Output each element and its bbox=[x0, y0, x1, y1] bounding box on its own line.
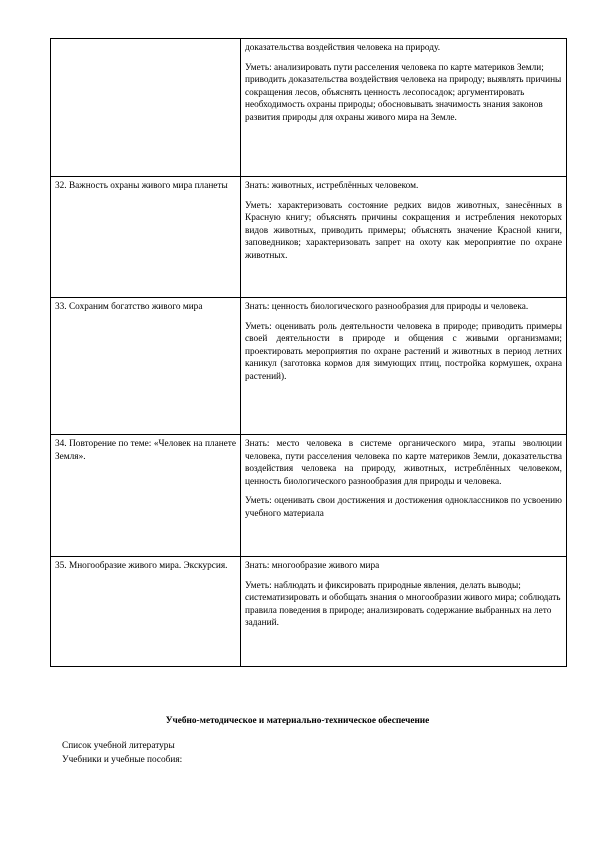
literature-list-heading: Список учебной литературы bbox=[62, 741, 175, 751]
skills-text: Уметь: оценивать роль деятельности человека в природе; приводить примеры своей деятельности в природе и общения с живыми организмами; проектировать мероприятия по охране растений и животных в период летних каникул (заготовка кормов для зимующих птиц, постройка кормушек, охрана растений). bbox=[245, 321, 562, 382]
description-cell bbox=[241, 177, 567, 298]
topic-cell bbox=[51, 39, 241, 177]
table-row bbox=[51, 435, 567, 557]
description-cell bbox=[241, 298, 567, 435]
topic-cell: 35. Многообразие живого мира. Экскурсия. bbox=[51, 557, 241, 667]
knowledge-text: доказательства воздействия человека на природу. bbox=[245, 43, 441, 53]
table-row bbox=[51, 298, 567, 435]
description-cell bbox=[241, 435, 567, 557]
table-row bbox=[51, 177, 567, 298]
skills-text: Уметь: анализировать пути расселения человека по карте материков Земли; приводить доказательства воздействия человека на природу; выявлять причины сокращения лесов, объяснять ценность лесопосадок; аргументировать необходимость охраны природы; обосновывать значимость знания законов развития природы для охраны живого мира на Земле. bbox=[245, 62, 562, 123]
section-title: Учебно-методическое и материально-техническое обеспечение bbox=[165, 716, 430, 726]
description-cell bbox=[241, 557, 567, 667]
knowledge-text: Знать: животных, истреблённых человеком. bbox=[245, 181, 419, 191]
table-row bbox=[51, 39, 567, 177]
knowledge-text: Знать: место человека в системе органического мира, этапы эволюции человека, пути расселения человека по карте материков Земли, доказательства воздействия человека на природу, животных, истреблённых человеком, ценность биологического разнообразия для природы и человека. bbox=[245, 439, 562, 487]
skills-text: Уметь: характеризовать состояние редких видов животных, занесённых в Красную книгу; объяснять причины сокращения и истребления некоторых видов животных, приводить примеры; объяснять значение Красной книги, заповедников; характеризовать запрет на охоту как мероприятие по охране животных. bbox=[245, 200, 562, 261]
topic-cell: 33. Сохраним богатство живого мира bbox=[51, 298, 241, 435]
skills-text: Уметь: оценивать свои достижения и достижения одноклассников по усвоению учебного материала bbox=[245, 496, 562, 519]
topic-cell: 32. Важность охраны живого мира планеты bbox=[51, 177, 241, 298]
thematic-plan-table bbox=[50, 38, 567, 667]
table-row bbox=[51, 557, 567, 667]
textbooks-heading: Учебники и учебные пособия: bbox=[62, 755, 183, 765]
skills-text: Уметь: наблюдать и фиксировать природные явления, делать выводы; систематизировать и обобщать знания о многообразии живого мира; соблюдать правила поведения в природе; анализировать содержание выбранных на лето заданий. bbox=[245, 580, 561, 629]
knowledge-text: Знать: многообразие живого мира bbox=[245, 561, 380, 571]
knowledge-text: Знать: ценность биологического разнообразия для природы и человека. bbox=[245, 302, 529, 312]
description-cell bbox=[241, 39, 567, 177]
topic-cell: 34. Повторение по теме: «Человек на планете Земля». bbox=[51, 435, 241, 557]
